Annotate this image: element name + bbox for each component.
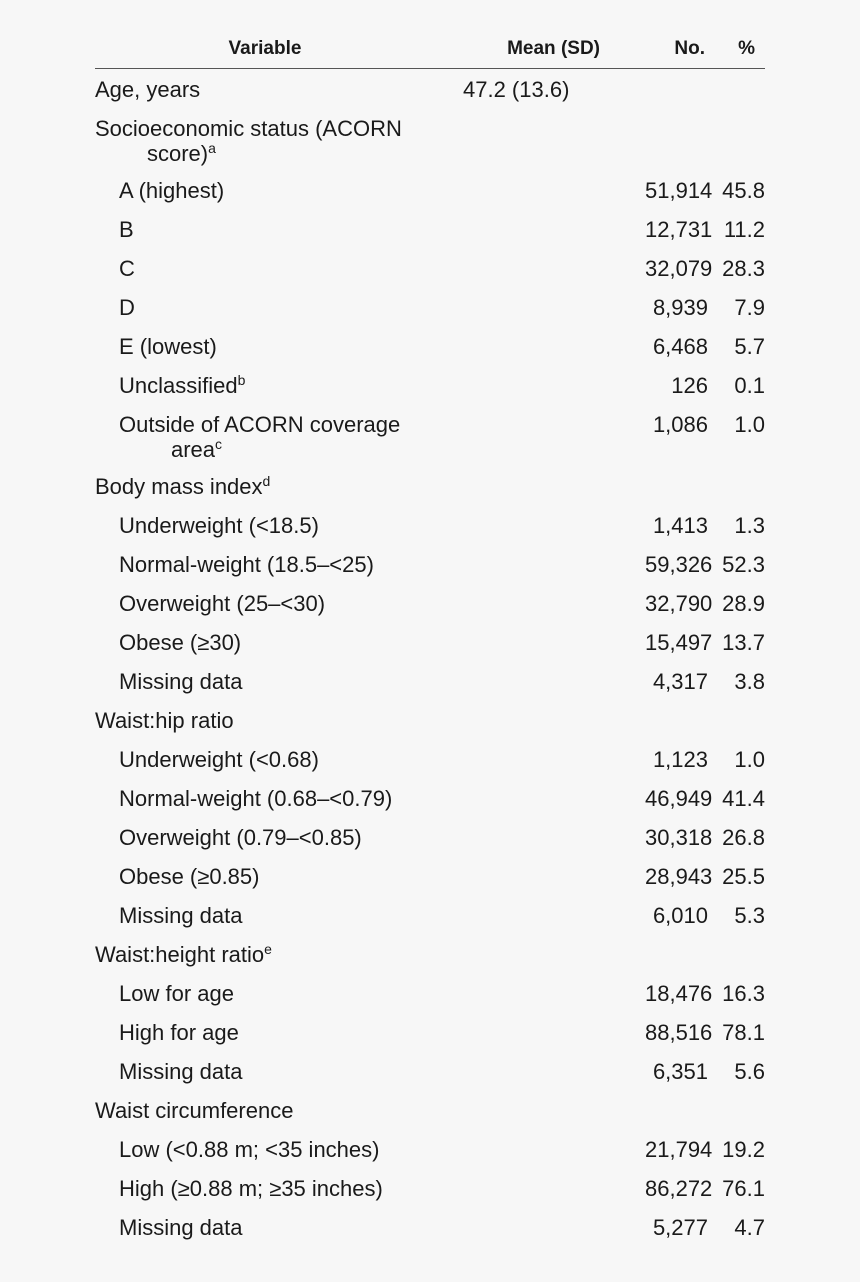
row-no: 6,351	[652, 1059, 708, 1084]
table-row	[95, 365, 765, 404]
row-no: 32,079	[645, 256, 713, 281]
row-label: Age, years	[95, 77, 201, 102]
row-pct: 5.3	[734, 903, 765, 928]
row-pct	[710, 474, 765, 505]
data-table	[95, 30, 765, 1246]
table-row	[95, 287, 765, 326]
table-row	[95, 69, 765, 108]
row-no: 8,939	[652, 295, 708, 320]
table-header	[95, 30, 765, 69]
table-row	[95, 817, 765, 856]
row-pct: 1.3	[734, 513, 765, 538]
row-label-line2: score)	[147, 141, 209, 166]
table-row	[95, 1207, 765, 1246]
row-label-text: Unclassified	[119, 373, 238, 398]
footnote-marker: c	[215, 436, 223, 452]
row-no	[645, 1098, 710, 1129]
table-row	[95, 856, 765, 895]
row-pct: 45.8	[722, 178, 765, 203]
row-pct: 11.2	[723, 217, 765, 242]
row-label: High for age	[119, 1020, 239, 1045]
table-row	[95, 248, 765, 287]
row-label: D	[119, 295, 135, 320]
row-label: E (lowest)	[119, 334, 217, 359]
row-no: 21,794	[645, 1137, 713, 1162]
table-row	[95, 583, 765, 622]
header-variable: Variable	[228, 38, 302, 59]
row-label: High (≥0.88 m; ≥35 inches)	[119, 1176, 383, 1201]
row-label: Obese (≥30)	[119, 630, 242, 655]
row-pct: 28.9	[722, 591, 765, 616]
row-no: 6,010	[652, 903, 708, 928]
row-label	[95, 942, 455, 973]
row-pct	[710, 116, 765, 170]
row-pct: 1.0	[734, 747, 765, 772]
table-row	[95, 661, 765, 700]
row-label-line1: Outside of ACORN coverage	[119, 412, 401, 437]
row-no: 18,476	[645, 981, 713, 1006]
row-no: 126	[671, 373, 708, 398]
row-pct: 41.4	[722, 786, 765, 811]
row-label	[95, 373, 455, 404]
row-label	[95, 116, 455, 170]
row-label: Overweight (25–<30)	[119, 591, 326, 616]
row-pct: 16.3	[722, 981, 765, 1006]
row-pct: 5.6	[734, 1059, 765, 1084]
row-pct	[710, 708, 765, 739]
row-label: Waist circumference	[95, 1098, 294, 1123]
row-label: Missing data	[119, 1059, 243, 1084]
row-label: Obese (≥0.85)	[119, 864, 260, 889]
row-no: 1,123	[652, 747, 708, 772]
table-row	[95, 622, 765, 661]
row-pct: 5.7	[734, 334, 765, 359]
row-pct	[710, 942, 765, 973]
table-row	[95, 1051, 765, 1090]
table-row	[95, 934, 765, 973]
row-label: Missing data	[119, 669, 243, 694]
row-no: 28,943	[645, 864, 713, 889]
footnote-marker: a	[208, 140, 216, 156]
row-label: Low (<0.88 m; <35 inches)	[119, 1137, 380, 1162]
row-no	[645, 708, 710, 739]
row-pct: 7.9	[734, 295, 765, 320]
table-row	[95, 209, 765, 248]
row-pct: 4.7	[734, 1215, 765, 1240]
footnote-marker: d	[262, 473, 271, 489]
header-mean: Mean (SD)	[507, 38, 600, 59]
table-row	[95, 778, 765, 817]
row-pct: 1.0	[734, 412, 765, 437]
row-no: 1,413	[652, 513, 708, 538]
row-label: Overweight (0.79–<0.85)	[119, 825, 362, 850]
table-row	[95, 108, 765, 170]
row-no: 30,318	[645, 825, 713, 850]
table-row	[95, 1090, 765, 1129]
table-row	[95, 739, 765, 778]
table-row	[95, 973, 765, 1012]
row-pct: 28.3	[722, 256, 765, 281]
row-label: B	[119, 217, 134, 242]
row-label-line1: Socioeconomic status (ACORN	[95, 116, 402, 141]
row-label: C	[119, 256, 135, 281]
row-label	[95, 474, 455, 505]
table-row	[95, 170, 765, 209]
row-label: Underweight (<0.68)	[119, 747, 319, 772]
row-no: 15,497	[645, 630, 713, 655]
table-row	[95, 466, 765, 505]
table-row	[95, 700, 765, 739]
row-label-text: Waist:height ratio	[95, 942, 265, 967]
row-pct: 76.1	[722, 1176, 765, 1201]
row-mean: 47.2 (13.6)	[463, 77, 570, 102]
row-label: Low for age	[119, 981, 234, 1006]
footnote-marker: b	[237, 372, 246, 388]
row-no	[645, 77, 710, 108]
row-label: Normal-weight (18.5–<25)	[119, 552, 374, 577]
table-row	[95, 895, 765, 934]
row-no: 59,326	[645, 552, 713, 577]
row-no: 12,731	[645, 217, 713, 242]
row-no: 46,949	[645, 786, 713, 811]
table-row	[95, 1129, 765, 1168]
row-label: Missing data	[119, 1215, 243, 1240]
row-no: 88,516	[645, 1020, 713, 1045]
row-no: 4,317	[652, 669, 708, 694]
row-no: 51,914	[645, 178, 713, 203]
row-label: A (highest)	[119, 178, 225, 203]
row-label: Normal-weight (0.68–<0.79)	[119, 786, 393, 811]
row-pct: 52.3	[722, 552, 765, 577]
row-label: Underweight (<18.5)	[119, 513, 319, 538]
table-row	[95, 404, 765, 466]
table-row	[95, 544, 765, 583]
row-pct: 0.1	[734, 373, 765, 398]
row-no: 86,272	[645, 1176, 713, 1201]
row-no: 5,277	[652, 1215, 708, 1240]
row-no: 1,086	[652, 412, 708, 437]
row-pct: 13.7	[722, 630, 765, 655]
table-row	[95, 1012, 765, 1051]
row-no: 32,790	[645, 591, 713, 616]
row-label: Waist:hip ratio	[95, 708, 234, 733]
row-label-text: Body mass index	[95, 474, 263, 499]
row-no: 6,468	[652, 334, 708, 359]
row-pct: 19.2	[722, 1137, 765, 1162]
table-row	[95, 326, 765, 365]
header-no: No.	[674, 38, 705, 59]
row-pct: 78.1	[722, 1020, 765, 1045]
footnote-marker: e	[264, 941, 272, 957]
header-pct: %	[738, 38, 755, 59]
table-row	[95, 1168, 765, 1207]
row-pct: 3.8	[734, 669, 765, 694]
row-pct	[710, 77, 765, 108]
row-pct: 25.5	[722, 864, 765, 889]
row-no	[645, 474, 710, 505]
row-no	[645, 116, 710, 170]
table-row	[95, 505, 765, 544]
row-pct: 26.8	[722, 825, 765, 850]
row-label	[95, 412, 455, 466]
row-label-line2: area	[171, 437, 216, 462]
row-pct	[710, 1098, 765, 1129]
row-label: Missing data	[119, 903, 243, 928]
row-no	[645, 942, 710, 973]
